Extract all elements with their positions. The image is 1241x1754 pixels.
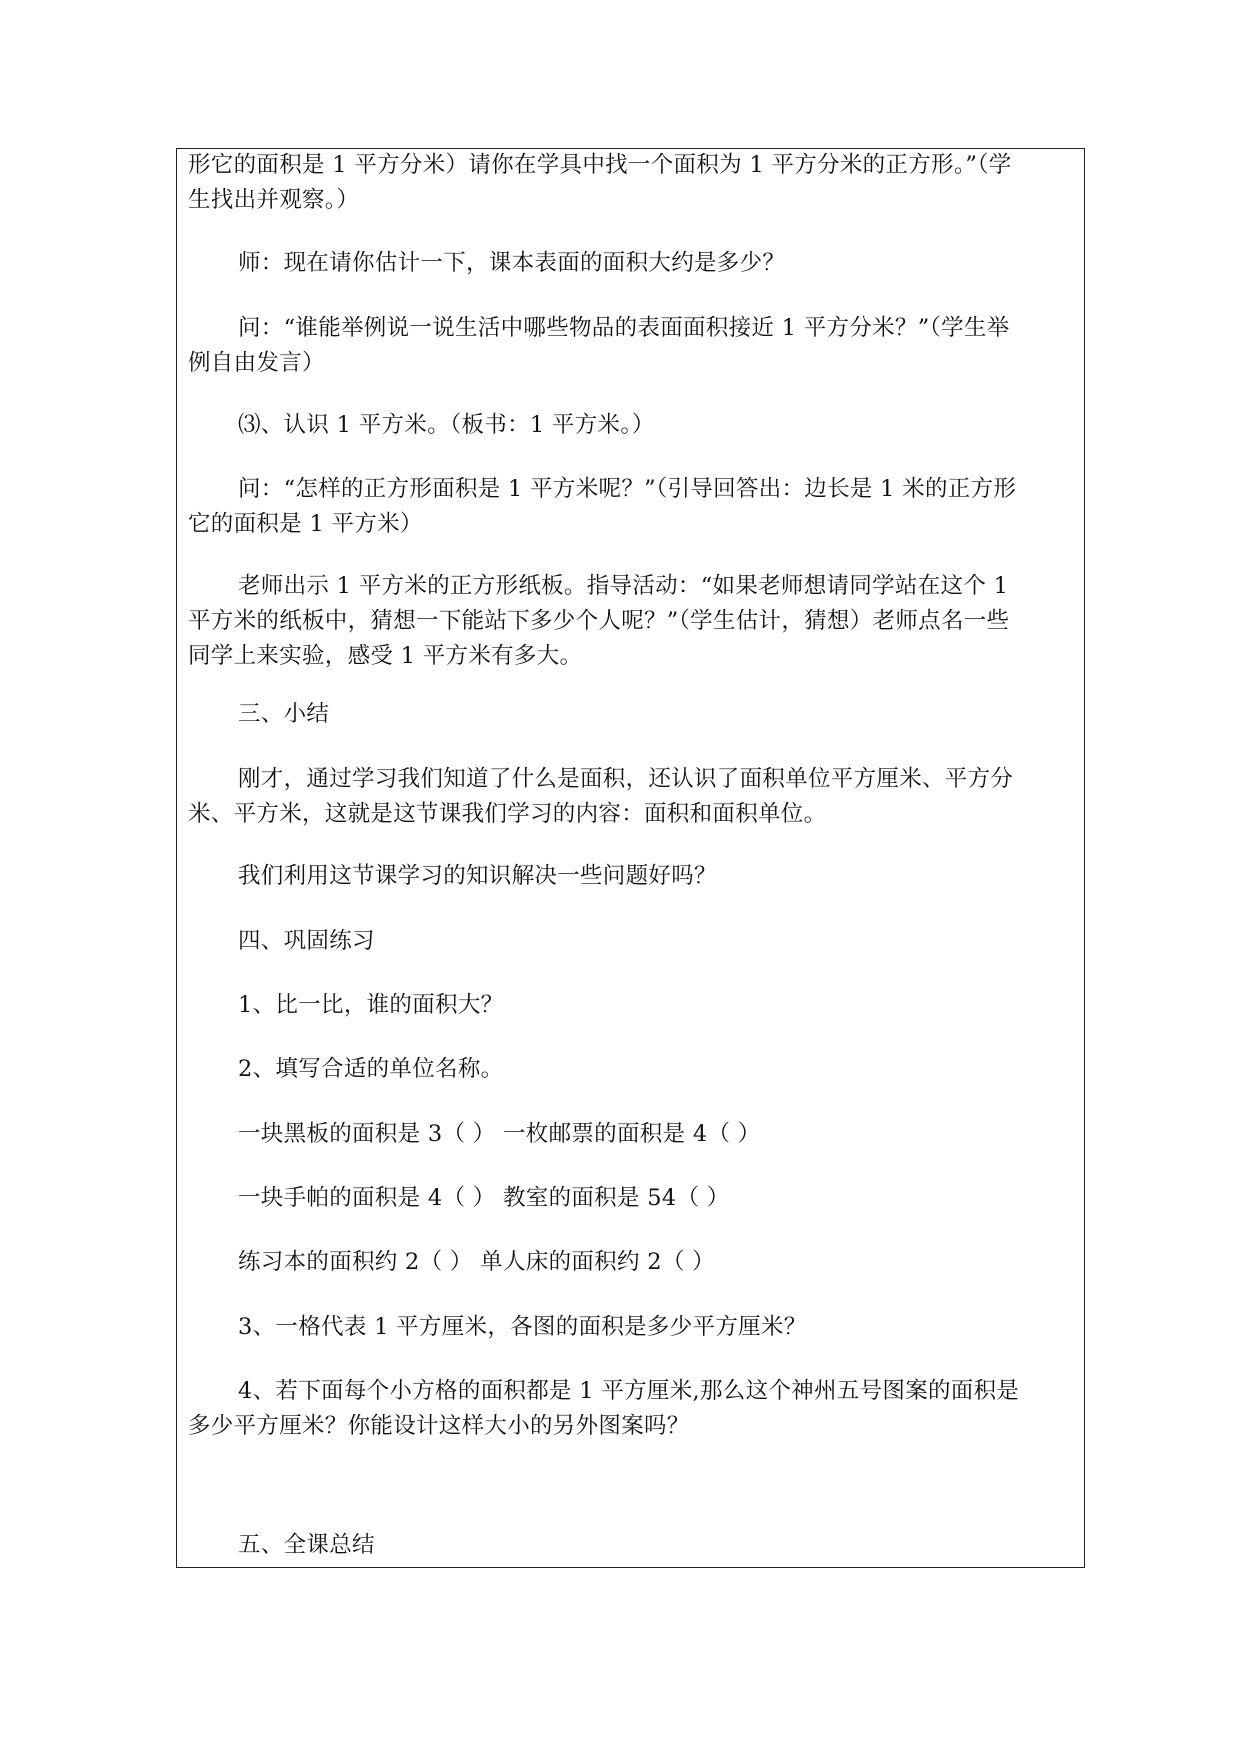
text-line: 一块黑板的面积是 3（ ） 一枚邮票的面积是 4（ ） — [238, 1121, 761, 1147]
exercise-2-row-2 — [188, 1181, 1074, 1216]
paragraph-transition — [188, 859, 1074, 894]
text-line: 1、比一比，谁的面积大？ — [238, 992, 504, 1018]
text-line: 刚才，通过学习我们知道了什么是面积，还认识了面积单位平方厘米、平方分 — [238, 766, 1014, 792]
paragraph-square-meter-question — [188, 472, 1074, 542]
text-line: 2、填写合适的单位名称。 — [238, 1056, 504, 1082]
text-line: 它的面积是 1 平方米） — [188, 511, 423, 537]
text-line: 同学上来实验，感受 1 平方米有多大。 — [188, 643, 583, 669]
paragraph-square-meter-heading — [188, 408, 1074, 443]
paragraph-summary — [188, 762, 1074, 832]
exercise-2-row-3 — [188, 1245, 1074, 1280]
text-line: 四、巩固练习 — [238, 928, 375, 954]
text-line: 问：“谁能举例说一说生活中哪些物品的表面面积接近 1 平方分米？”（学生举 — [238, 315, 1010, 341]
paragraph-area-intro — [188, 148, 1074, 218]
text-line: 五、全课总结 — [238, 1532, 375, 1558]
text-line: 三、小结 — [238, 701, 330, 727]
text-line: 4、若下面每个小方格的面积都是 1 平方厘米,那么这个神州五号图案的面积是 — [238, 1378, 1020, 1404]
section-heading-practice — [188, 924, 1074, 959]
text-line: 形它的面积是 1 平方分米）请你在学具中找一个面积为 1 平方分米的正方形。”（学 — [188, 152, 1012, 178]
text-line: 师：现在请你估计一下，课本表面的面积大约是多少？ — [238, 250, 786, 276]
text-line: 老师出示 1 平方米的正方形纸板。指导活动：“如果老师想请同学站在这个 1 — [238, 573, 1009, 599]
section-heading-conclusion — [188, 1528, 1074, 1563]
text-line: 3、一格代表 1 平方厘米，各图的面积是多少平方厘米？ — [238, 1314, 807, 1340]
exercise-1 — [188, 988, 1074, 1023]
text-line: 一块手帕的面积是 4（ ） 教室的面积是 54（ ） — [238, 1185, 730, 1211]
section-heading-summary — [188, 697, 1074, 732]
text-line: 米、平方米，这就是这节课我们学习的内容：面积和面积单位。 — [188, 801, 827, 827]
text-line: 例自由发言） — [188, 350, 325, 376]
text-line: ⑶、认识 1 平方米。（板书：1 平方米。） — [238, 412, 655, 438]
exercise-2-row-1 — [188, 1117, 1074, 1152]
text-line: 练习本的面积约 2（ ） 单人床的面积约 2（ ） — [238, 1249, 715, 1275]
paragraph-activity — [188, 569, 1074, 674]
exercise-2 — [188, 1052, 1074, 1087]
exercise-4 — [188, 1374, 1074, 1444]
paragraph-examples-question — [188, 311, 1074, 381]
text-line: 我们利用这节课学习的知识解决一些问题好吗？ — [238, 863, 717, 889]
text-line: 多少平方厘米？你能设计这样大小的另外图案吗？ — [188, 1413, 690, 1439]
text-line: 平方米的纸板中，猜想一下能站下多少个人呢？”（学生估计，猜想）老师点名一些 — [188, 608, 1010, 634]
exercise-3 — [188, 1310, 1074, 1345]
text-line: 生找出并观察。） — [188, 187, 360, 213]
text-line: 问：“怎样的正方形面积是 1 平方米呢？”（引导回答出：边长是 1 米的正方形 — [238, 476, 1017, 502]
paragraph-estimate-question — [188, 246, 1074, 281]
